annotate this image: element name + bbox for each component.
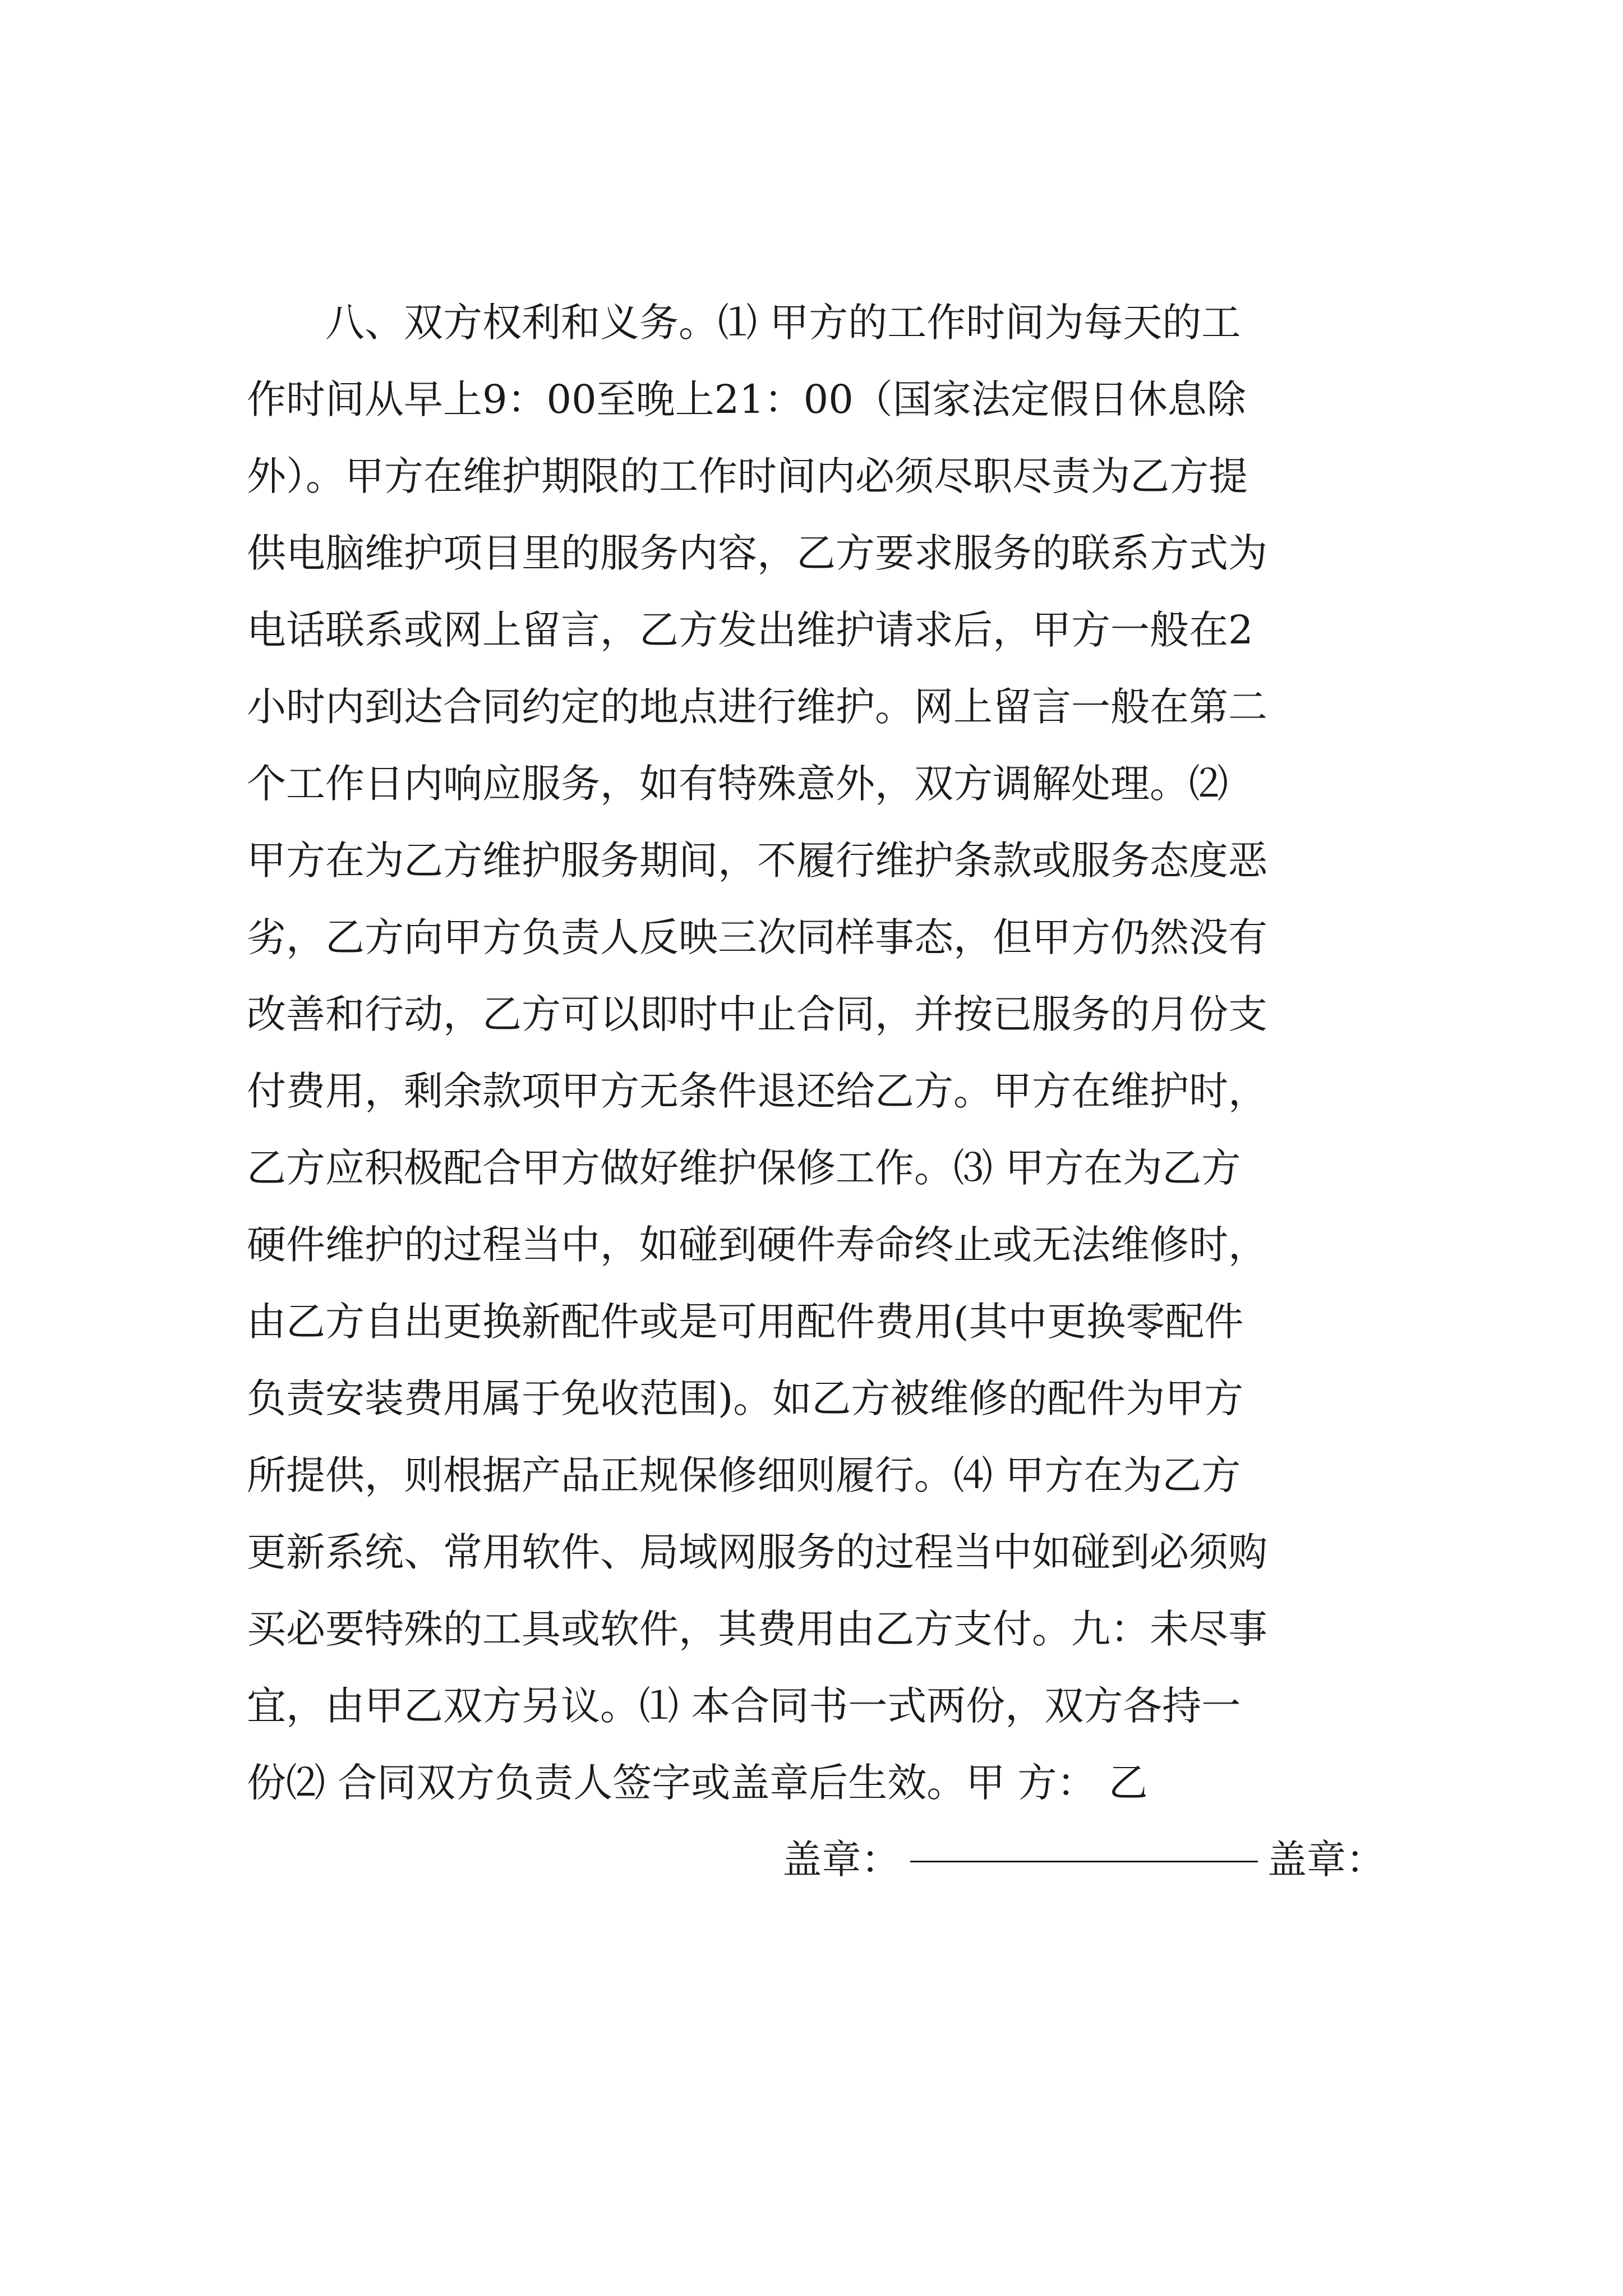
line-17: 所提供，则根据产品正规保修细则履行。⑷ 甲方在为乙方 [247,1452,1241,1498]
signature-line-2 [247,1898,1385,1975]
line-3: 作时间从早上9：00至晚上21：00（国家法定假日休息除 [247,376,1246,422]
text: 盖章： [1267,1837,1385,1883]
line-7: 小时内到达合同约定的地点进行维护。网上留言一般在第二 [247,684,1267,730]
contract-text [247,208,1385,2052]
line-13: 乙方应积极配合甲方做好维护保修工作。⑶ 甲方在为乙方 [247,1145,1241,1191]
line-8: 个工作日内响应服务，如有特殊意外，双方调解处理。⑵ [247,761,1228,807]
line-18: 更新系统、常用软件、局域网服务的过程当中如碰到必须购 [247,1529,1267,1575]
line-6: 电话联系或网上留言，乙方发出维护请求后，甲方一般在2 [247,607,1253,653]
line-5: 供电脑维护项目里的服务内容，乙方要求服务的联系方式为 [247,530,1267,576]
line-1 [247,208,1385,284]
line-14: 硬件维护的过程当中，如碰到硬件寿命终止或无法维修时， [247,1222,1267,1268]
fill-blank [910,1821,1258,1862]
line-2: 八、双方权利和义务。⑴ 甲方的工作时间为每天的工 [325,300,1241,346]
signature-line-3 [247,1975,1385,2052]
line-11: 改善和行动，乙方可以即时中止合同，并按已服务的月份支 [247,991,1267,1037]
line-10: 劣，乙方向甲方负责人反映三次同样事态，但甲方仍然没有 [247,914,1267,960]
signature-line-1 [247,1821,1385,1898]
line-15: 由乙方自出更换新配件或是可用配件费用(其中更换零配件 [247,1299,1244,1345]
line-20: 宜，由甲乙双方另议。⑴ 本合同书一式两份，双方各持一 [247,1683,1241,1729]
text: 盖章： [782,1837,901,1883]
line-19: 买必要特殊的工具或软件，其费用由乙方支付。九：未尽事 [247,1606,1267,1652]
line-16: 负责安装费用属于免收范围)。如乙方被维修的配件为甲方 [247,1375,1244,1421]
line-9: 甲方在为乙方维护服务期间，不履行维护条款或服务态度恶 [247,838,1267,884]
line-4: 外）。甲方在维护期限的工作时间内必须尽职尽责为乙方提 [247,453,1248,499]
line-12: 付费用，剩余款项甲方无条件退还给乙方。甲方在维护时， [247,1068,1267,1114]
line-21: 份⑵ 合同双方负责人签字或盖章后生效。甲 方： 乙 [247,1760,1148,1806]
